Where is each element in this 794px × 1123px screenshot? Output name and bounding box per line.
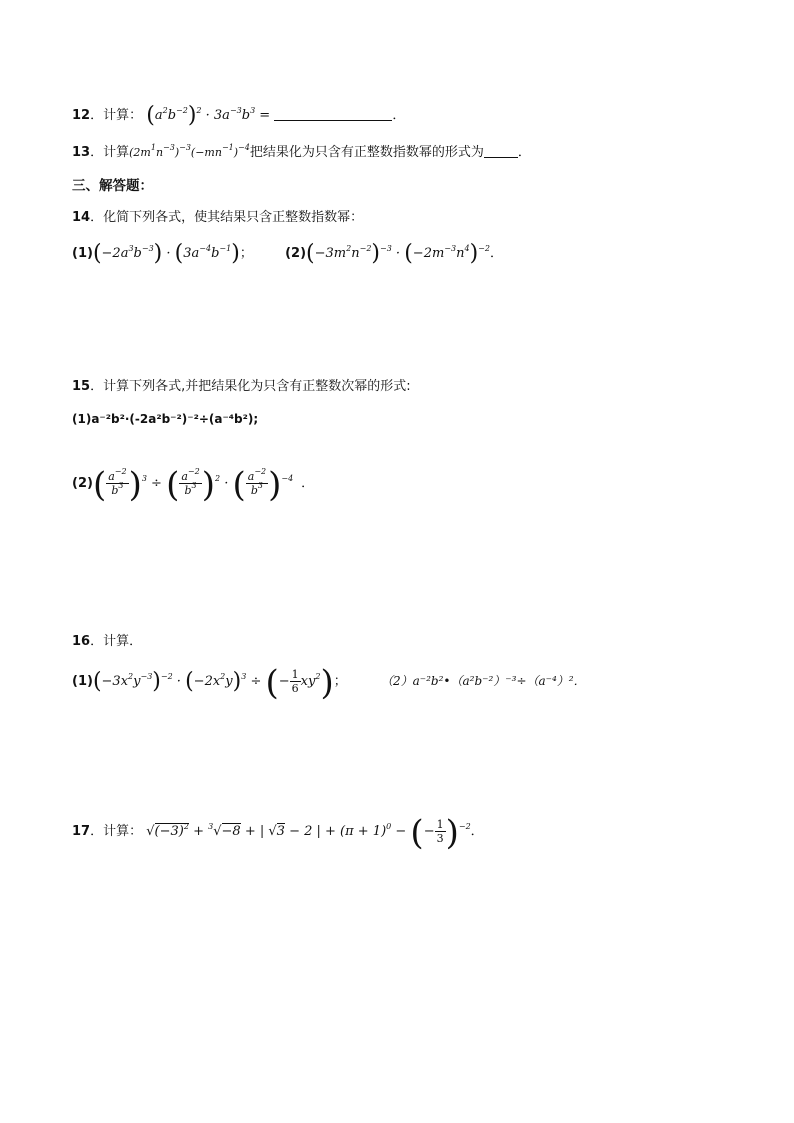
question-16-parts: $(1)(-3x^2y^{-3})^{-2} \cdot (-2x^2y)^3$ ÷ (− $\frac{1}{6}$ $xy^2$)； （2）a⁻²b²•（a²b⁻²）⁻³÷（a⁻⁴）²． <box>72 663 586 703</box>
answer-blank <box>484 157 518 158</box>
math-expression: $√(-3)^2 + ^3√-8$ + | √3 − 2 | + $(\pi + 1)^0$ − (− $\frac{1}{3}$ )$^{-2}$ <box>146 813 471 853</box>
question-number: 16 <box>72 634 91 649</box>
question-number: 15 <box>72 379 91 394</box>
question-16 <box>72 633 142 651</box>
question-16-part2: （2）a⁻²b²•（a²b⁻²）⁻³÷（a⁻⁴）²． <box>381 674 586 688</box>
math-expression: ( $\frac{a^{-2}}{b^3}$ )$^3$ ÷ ( $\frac{a^{-2}}{b^3}$ )$^2$ · ( $\frac{a^{-2}}{b^3}$ )$^{-4}$ <box>92 465 294 505</box>
math-expression: $(a^2b^{-2})^2 \cdot 3a^{-3}b^3$ = <box>146 103 275 128</box>
question-number: 14 <box>72 210 91 225</box>
question-number: 13 <box>72 145 91 160</box>
question-text: ．计算下列各式,并把结果化为只含有正整数次幂的形式: <box>90 379 411 394</box>
math-expression: $(-3x^2y^{-3})^{-2} \cdot (-2x^2y)^3$ ÷ (− $\frac{1}{6}$ $xy^2$) <box>92 663 334 703</box>
question-text: 把结果化为只含有正整数指数幂的形式为 <box>249 145 484 160</box>
question-12: 12．计算： $(a^2b^{-2})^2 \cdot 3a^{-3}b^3$ = ． <box>72 103 406 128</box>
question-label: ．计算 <box>90 145 130 160</box>
question-15-part2: (2)( $\frac{a^{-2}}{b^3}$ )$^3$ ÷ ( $\frac{a^{-2}}{b^3}$ )$^2$ · ( $\frac{a^{-2}}{b^3}$ )$^{-4}$ ． <box>72 465 315 505</box>
part-label: (2) <box>72 476 93 491</box>
question-number: 17 <box>72 824 91 839</box>
question-label: ．计算： <box>90 108 143 123</box>
question-13: 13．计算$(2m^1n^{-3})^{-3}(-mn^{-1})^{-4}$把结果化为只含有正整数指数幂的形式为 ． <box>72 143 531 160</box>
question-14 <box>72 209 363 227</box>
question-text: ．计算． <box>90 634 143 649</box>
question-14-parts: $(1)(-2a^3b^{-3}) \cdot (3a^{-4}b^{-1})$； $(2)(-3m^2n^{-2})^{-3} \cdot (-2m^{-3}n^4)^{-2}$． <box>72 241 503 266</box>
question-label: ．计算： <box>90 824 143 839</box>
question-15 <box>72 378 411 396</box>
section-heading: 三、解答题： <box>72 178 153 194</box>
question-number: 12 <box>72 108 91 123</box>
answer-blank <box>274 120 392 121</box>
question-text: ．化简下列各式，使其结果只含正整数指数幂： <box>90 210 364 225</box>
math-expression: $(2m^1n^{-3})^{-3}(-mn^{-1})^{-4}$ <box>129 143 250 159</box>
question-17: 17．计算： $√(-3)^2 + ^3√-8$ + | √3 − 2 | + $(\pi + 1)^0$ − (− $\frac{1}{3}$ )$^{-2}$． <box>72 813 484 853</box>
part-label: (1) <box>72 246 93 261</box>
math-expression: $(-3m^2n^{-2})^{-3} \cdot (-2m^{-3}n^4)^{-2}$ <box>306 241 490 266</box>
question-15-part1: (1)a⁻²b²·(-2a²b⁻²)⁻²÷(a⁻⁴b²); <box>72 412 259 426</box>
part-label: (1) <box>72 674 93 689</box>
part-label: (2) <box>285 246 307 261</box>
math-expression: $(-2a^3b^{-3}) \cdot (3a^{-4}b^{-1})$ <box>92 241 240 266</box>
